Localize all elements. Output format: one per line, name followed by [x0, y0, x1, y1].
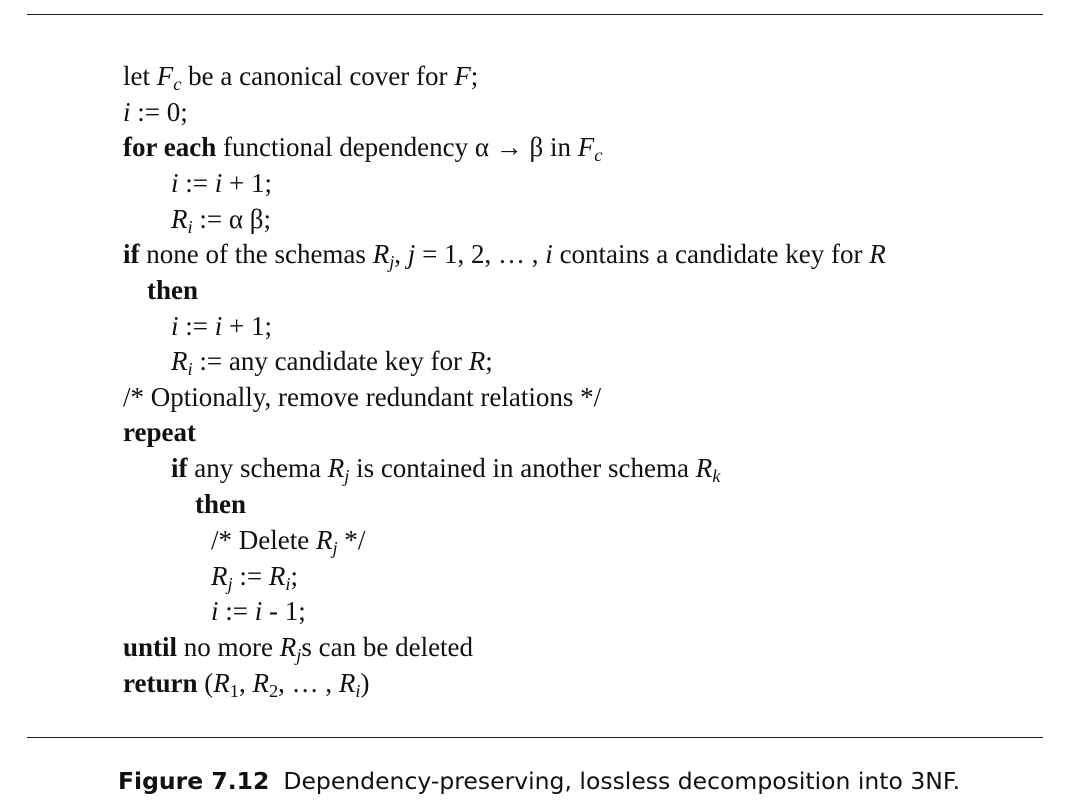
text: let	[123, 61, 157, 91]
var-R: R	[327, 453, 345, 483]
subscript: i	[187, 359, 193, 380]
algo-line-10	[123, 379, 601, 415]
subscript: j	[227, 574, 233, 595]
var-R: R	[315, 525, 333, 555]
var-i: i	[214, 311, 223, 341]
var-R: R	[869, 239, 886, 269]
subscript: i	[285, 574, 291, 595]
text: none of the schemas	[139, 239, 373, 269]
algo-line-15	[211, 558, 298, 594]
text: :=	[178, 311, 215, 341]
var-j: j	[407, 239, 416, 269]
var-i: i	[214, 168, 223, 198]
var-F: F	[454, 61, 471, 91]
bottom-rule	[27, 737, 1043, 738]
subscript: 2	[268, 681, 279, 702]
algo-line-8	[171, 308, 272, 344]
algo-line-4	[171, 165, 272, 201]
var-R: R	[252, 668, 269, 698]
var-i: i	[545, 239, 553, 269]
var-R: R	[268, 561, 286, 591]
keyword-repeat: repeat	[123, 417, 196, 447]
var-i: i	[123, 97, 131, 127]
subscript: 1	[229, 681, 239, 702]
comment: /* Optionally, remove redundant relations */	[123, 382, 602, 412]
var-R: R	[372, 239, 390, 269]
text: (	[197, 668, 214, 698]
keyword-if: if	[123, 239, 140, 269]
keyword-then: then	[195, 489, 247, 519]
subscript: i	[355, 681, 361, 702]
text: , … ,	[278, 668, 339, 698]
text: is contained in another schema	[349, 453, 696, 483]
var-R: R	[211, 561, 228, 591]
text: ,	[238, 668, 253, 698]
algo-line-12	[171, 450, 720, 486]
text: :=	[218, 596, 255, 626]
var-R: R	[695, 453, 713, 483]
var-F: F	[577, 132, 595, 162]
var-R: R	[171, 346, 188, 376]
var-R: R	[279, 632, 297, 662]
figure-label: Figure 7.12	[118, 767, 270, 795]
text: + 1;	[222, 311, 272, 341]
algo-line-16	[211, 593, 306, 629]
text: be a canonical cover for	[181, 61, 455, 91]
algo-line-3	[123, 129, 602, 165]
comment: /* Delete	[211, 525, 316, 555]
keyword-return: return	[123, 668, 198, 698]
keyword-if: if	[171, 453, 188, 483]
var-i: i	[254, 596, 263, 626]
text: no more	[177, 632, 280, 662]
text: )	[360, 668, 370, 698]
var-F: F	[156, 61, 174, 91]
algo-line-7	[147, 272, 198, 308]
text: any schema	[187, 453, 328, 483]
keyword-then: then	[147, 275, 199, 305]
var-i: i	[211, 596, 219, 626]
var-R: R	[338, 668, 356, 698]
algo-line-6	[123, 236, 886, 272]
var-R: R	[171, 204, 188, 234]
algo-line-9	[171, 343, 493, 379]
text: + 1;	[222, 168, 272, 198]
subscript: c	[594, 145, 603, 166]
text: := 0;	[130, 97, 188, 127]
algo-line-14	[211, 522, 365, 558]
var-i: i	[171, 168, 179, 198]
text: ,	[394, 239, 408, 269]
subscript: j	[296, 645, 302, 666]
text: = 1, 2, … ,	[415, 239, 546, 269]
text: :=	[178, 168, 215, 198]
algo-line-1	[123, 58, 478, 94]
text: contains a candidate key for	[552, 239, 870, 269]
subscript: j	[389, 252, 395, 273]
text: := α β;	[192, 204, 271, 234]
text: :=	[232, 561, 269, 591]
text: := any candidate key for	[192, 346, 469, 376]
subscript: c	[173, 74, 182, 95]
text: functional dependency α → β in	[216, 132, 578, 162]
subscript: k	[712, 466, 721, 487]
var-R: R	[468, 346, 486, 376]
var-R: R	[213, 668, 230, 698]
figure-caption-text: Dependency-preserving, lossless decomposition into 3NF.	[283, 767, 961, 795]
algo-line-17	[123, 629, 473, 665]
text: - 1;	[262, 596, 306, 626]
subscript: j	[332, 538, 338, 559]
algo-line-11	[123, 414, 196, 450]
var-i: i	[171, 311, 179, 341]
text: ;	[290, 561, 298, 591]
algo-line-18	[123, 665, 369, 701]
keyword-for-each: for each	[123, 132, 217, 162]
subscript: j	[344, 466, 350, 487]
algo-line-13	[195, 486, 246, 522]
comment: */	[337, 525, 366, 555]
keyword-until: until	[123, 632, 178, 662]
text: s can be deleted	[301, 632, 474, 662]
algo-line-5	[171, 201, 271, 237]
text: ;	[485, 346, 493, 376]
figure-caption	[118, 764, 960, 798]
text: ;	[470, 61, 479, 91]
subscript: i	[187, 217, 193, 238]
algo-line-2	[123, 94, 188, 130]
